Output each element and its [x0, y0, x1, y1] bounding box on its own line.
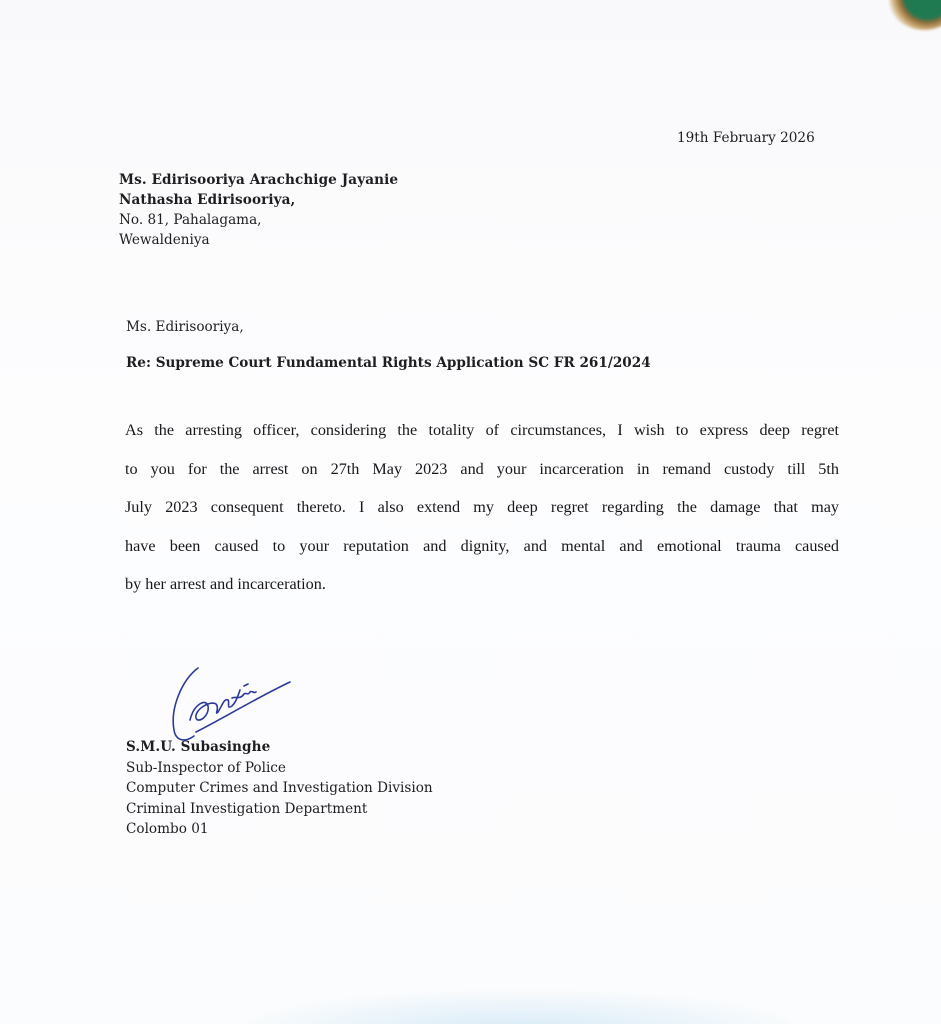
body-line: As the arresting officer, considering the totality of circumstances, I wish to express deep regret — [125, 421, 839, 439]
recipient-name-line-1: Ms. Edirisooriya Arachchige Jayanie — [119, 172, 399, 188]
corner-object-blur — [889, 0, 941, 30]
signatory-title: Sub-Inspector of Police — [126, 759, 286, 776]
recipient-address-line-2: Wewaldeniya — [119, 232, 210, 248]
letter-date: 19th February 2026 — [677, 130, 815, 146]
body-line: have been caused to your reputation and dignity, and mental and emotional trauma caused — [125, 536, 839, 555]
recipient-name-line-2: Nathasha Edirisooriya, — [119, 192, 296, 208]
signatory-division: Computer Crimes and Investigation Division — [126, 780, 433, 796]
signatory-location: Colombo 01 — [126, 821, 209, 837]
signatory-name: S.M.U. Subasinghe — [126, 739, 271, 755]
signatory-department: Criminal Investigation Department — [126, 800, 368, 817]
subject-line: Re: Supreme Court Fundamental Rights Application SC FR 261/2024 — [126, 355, 651, 371]
salutation: Ms. Edirisooriya, — [126, 319, 244, 335]
recipient-address-line-1: No. 81, Pahalagama, — [119, 212, 262, 228]
body-line: July 2023 consequent thereto. I also extend my deep regret regarding the damage that may — [125, 498, 839, 516]
body-line: by her arrest and incarceration. — [125, 575, 326, 593]
body-line: to you for the arrest on 27th May 2023 and your incarceration in remand custody till 5th — [125, 459, 839, 478]
letter-body — [125, 411, 839, 604]
signatory-block — [126, 737, 433, 840]
recipient-block — [119, 170, 398, 250]
